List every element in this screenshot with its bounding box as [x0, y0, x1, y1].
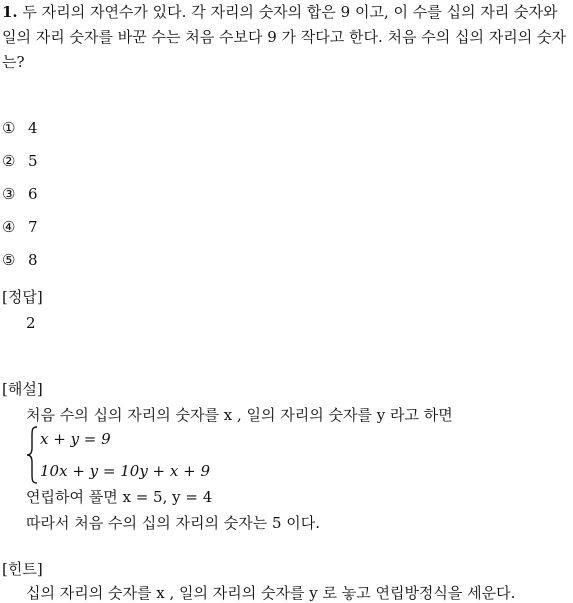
answer-label: [정답] — [2, 288, 43, 306]
explanation-line-1: 처음 수의 십의 자리의 숫자를 x , 일의 자리의 숫자를 y 라고 하면 — [26, 406, 453, 424]
left-brace-icon — [26, 426, 38, 484]
choice-5-mark: ⑤ — [2, 250, 16, 269]
explanation-line-4: 따라서 처음 수의 십의 자리의 숫자는 5 이다. — [26, 514, 321, 532]
choice-1[interactable] — [2, 111, 38, 144]
choice-3[interactable] — [2, 177, 38, 210]
choice-4-mark: ④ — [2, 217, 16, 236]
choice-3-mark: ③ — [2, 184, 16, 203]
equation-2: 10x + y = 10y + x + 9 — [40, 462, 211, 480]
choice-3-value: 6 — [28, 184, 38, 203]
problem-number: 1. — [2, 3, 18, 21]
choice-5-value: 8 — [28, 250, 38, 269]
problem-statement — [2, 0, 572, 75]
explanation-line-3: 연립하여 풀면 x = 5, y = 4 — [26, 488, 213, 506]
hint-label: [힌트] — [2, 560, 43, 578]
hint-text: 십의 자리의 숫자를 x , 일의 자리의 숫자를 y 로 놓고 연립방정식을 세운다. — [26, 584, 516, 602]
choice-5[interactable] — [2, 243, 38, 276]
explanation-label: [해설] — [2, 380, 43, 398]
answer-value: 2 — [26, 314, 36, 332]
choice-list — [2, 111, 38, 276]
choice-4-value: 7 — [28, 217, 38, 236]
choice-2-value: 5 — [28, 151, 38, 170]
choice-2[interactable] — [2, 144, 38, 177]
equation-1: x + y = 9 — [40, 430, 111, 448]
choice-4[interactable] — [2, 210, 38, 243]
problem-text: 두 자리의 자연수가 있다. 각 자리의 숫자의 합은 9 이고, 이 수를 십의 자리 숫자와 일의 자리 숫자를 바꾼 수는 처음 수보다 9 가 작다고 한다. 처음 수의 십의 자리의 숫자는? — [2, 3, 567, 71]
choice-1-value: 4 — [28, 118, 38, 137]
choice-1-mark: ① — [2, 118, 16, 137]
equation-system — [26, 426, 326, 484]
choice-2-mark: ② — [2, 151, 16, 170]
